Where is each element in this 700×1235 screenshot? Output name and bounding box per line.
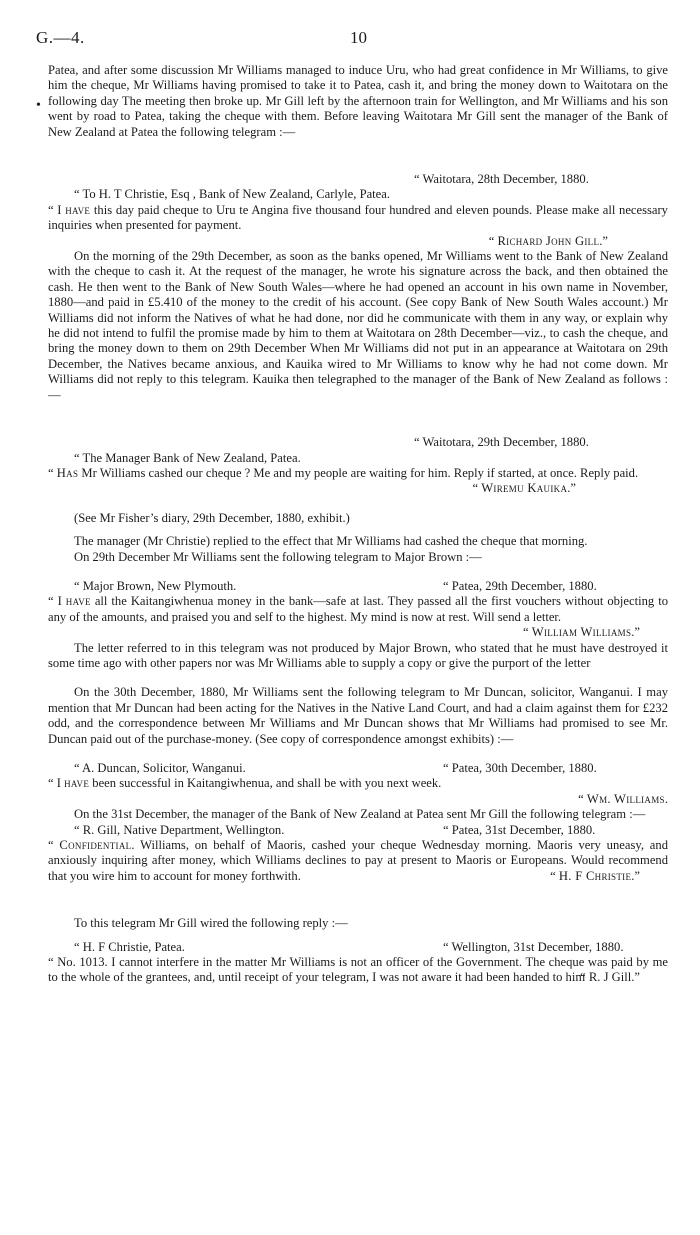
telegram-text: “ I have this day paid cheque to Uru te Angina five thousand four hundred and eleven pounds. Please make all necessary inquiries when presented for payment. <box>48 202 668 233</box>
telegram-signature: “ Wm. Williams. <box>578 791 668 806</box>
telegram-signature: “ Richard John Gill.” <box>488 233 608 248</box>
telegram-text: “ Confidential. Williams, on behalf of Maoris, cashed your cheque Wednesday morning. Maoris very uneasy, and anxiously inquiring after money, which Williams declines to pay at present to Maoris or Europeans. Would recommend that you wire him to account for money forthwith. <box>48 837 668 883</box>
telegram-text: “ I have been successful in Kaitangiwhenua, and shall be with you next week. <box>48 776 442 791</box>
telegram-signature: “ H. F Christie.” <box>550 868 640 883</box>
paragraph-fisher-diary: (See Mr Fisher’s diary, 29th December, 1880, exhibit.) <box>74 510 350 525</box>
telegram-addressee: “ To H. T Christie, Esq , Bank of New Zealand, Carlyle, Patea. <box>74 187 390 202</box>
telegram-header-line: “ A. Duncan, Solicitor, Wanganui. “ Patea, 30th December, 1880. <box>74 760 597 775</box>
telegram-signature: “ Wiremu Kauika.” <box>472 481 576 496</box>
telegram-christie-to-gill <box>48 823 668 885</box>
telegram-date: “ Waitotara, 29th December, 1880. <box>414 435 589 450</box>
telegram-date: “ Waitotara, 28th December, 1880. <box>414 172 589 187</box>
margin-mark: • <box>36 98 41 113</box>
telegram-text: “ I have all the Kaitangiwhenua money in the bank—safe at last. They passed all the first vouchers without objecting to any of the amounts, and praised you and self to the highest. My mind is now at rest. Will send a letter. <box>48 594 668 624</box>
paragraph-gill-reply-intro: To this telegram Mr Gill wired the following reply :— <box>74 916 348 931</box>
telegram-header-line: “ Major Brown, New Plymouth. “ Patea, 29th December, 1880. <box>74 578 597 593</box>
telegram-header-line: “ R. Gill, Native Department, Wellington. “ Patea, 31st December, 1880. <box>74 822 596 837</box>
telegram-signature: “ R. J Gill.” <box>580 970 640 985</box>
telegram-gill-to-christie-reply <box>48 940 668 986</box>
paragraph-telegram-intro-brown: On 29th December Mr Williams sent the following telegram to Major Brown :— <box>74 549 482 564</box>
paragraph-31st-december: On the 31st December, the manager of the Bank of New Zealand at Patea sent Mr Gill the following telegram :— <box>74 807 646 822</box>
telegram-header-line: “ H. F Christie, Patea. “ Wellington, 31st December, 1880. <box>74 939 624 954</box>
telegram-addressee: “ The Manager Bank of New Zealand, Patea. <box>74 450 301 465</box>
telegram-text: “ Has Mr Williams cashed our cheque ? Me and my people are waiting for him. Reply if started, at once. Reply paid. <box>48 465 639 480</box>
page-header <box>0 30 700 52</box>
telegram-kauika-to-manager <box>48 435 668 497</box>
paragraph-continuation: Patea, and after some discussion Mr Williams managed to induce Uru, who had great confidence in Mr Williams, to give him the cheque, Mr Williams having promised to take it to Patea, cash it, and bring the money down to Waitotara on the following day The meeting then broke up. Mr Gill left by the afternoon train for Wellington, and Mr Williams and his son went by road to Patea, taking the cheque with them. Before leaving Waitotara Mr Gill sent the manager of the Bank of New Zealand at Patea the following telegram :— <box>48 63 668 139</box>
series-label: G.—4. <box>36 28 85 47</box>
document-body <box>48 63 668 986</box>
telegram-williams-to-brown <box>48 579 668 641</box>
page-number: 10 <box>350 28 367 47</box>
telegram-signature: “ William Williams.” <box>523 625 640 640</box>
paragraph-manager-reply: The manager (Mr Christie) replied to the effect that Mr Williams had cashed the cheque that morning. <box>74 534 588 549</box>
telegram-text: “ No. 1013. I cannot interfere in the matter Mr Williams is not an officer of the Government. The cheque was paid by me to the whole of the grantees, and, until receipt of your telegram, I was not aware it had been handed to him <box>48 955 668 985</box>
telegram-williams-to-duncan <box>48 761 668 807</box>
paragraph-30th-december: On the 30th December, 1880, Mr Williams sent the following telegram to Mr Duncan, solicitor, Wanganui. I may mention that Mr Duncan had been acting for the Natives in the Native Land Court, and had a claim against them for £232 odd, and the correspondence between Mr Williams and Mr Duncan shows that Mr Williams had promised to see Mr. Duncan paid out of the purchase-money. (See copy of correspondence amongst exhibits) :— <box>48 685 668 746</box>
paragraph-letter-referred: The letter referred to in this telegram was not produced by Major Brown, who stated that he must have destroyed it some time ago with other papers nor was Mr Williams able to supply a copy or give the purport of the letter <box>48 640 668 670</box>
paragraph-29th-december: On the morning of the 29th December, as soon as the banks opened, Mr Williams went to the Bank of New Zealand with the cheque to cash it. At the request of the manager, he wrote his signature across the back, and then obtained the cash. He then went to the Bank of New South Wales—where he had opened an account in his own name in November, 1880—and paid in £5.410 of the money to the credit of his account. (See copy Bank of New South Wales account.) Mr Williams did not inform the Natives of what he had done, nor did he communicate with them in any way, or explain why he did not intend to fulfil the promise made by him to them at Waitotara on 28th December—viz., to cash the cheque, and bring the money down to them on 29th December When Mr Williams did not put in an appearance at Waitotara on 29th December, the Natives became anxious, and Kauika wired to Mr Williams to know why he had not come down. Mr Williams did not reply to this telegram. Kauika then telegraphed to the manager of the Bank of New Zealand as follows :— <box>48 249 668 402</box>
telegram-gill-to-christie <box>48 172 668 249</box>
